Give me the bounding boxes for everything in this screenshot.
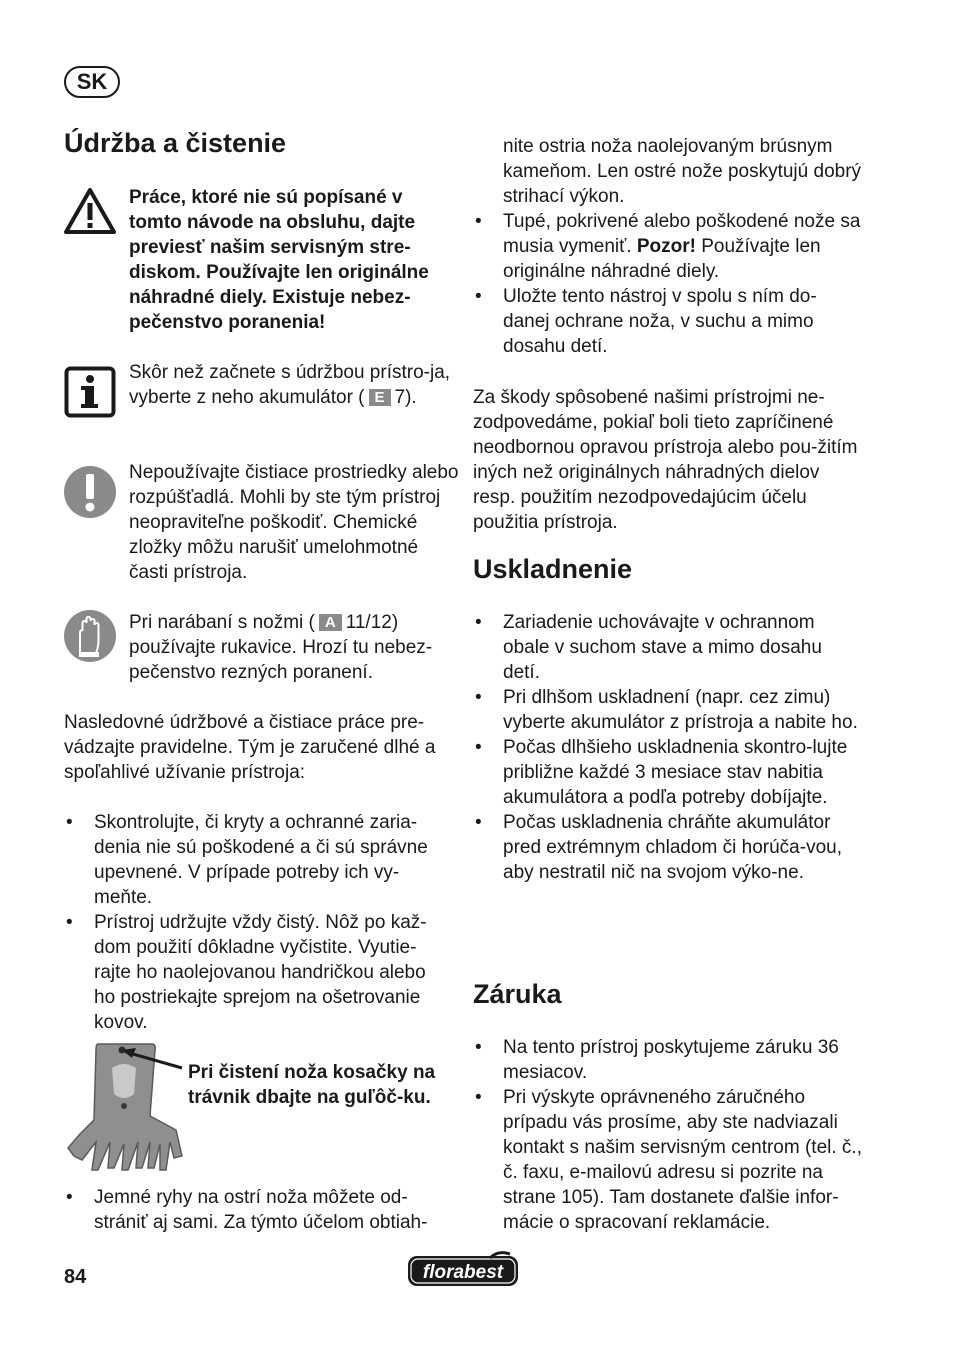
list-item <box>64 810 449 910</box>
section-title-warranty: Záruka <box>473 979 562 1009</box>
blade-care-list <box>473 209 863 359</box>
warranty-list <box>473 1035 863 1235</box>
bullet: • <box>66 912 73 933</box>
bullet: • <box>475 737 482 758</box>
list-item <box>473 1035 863 1085</box>
bullet: • <box>66 1187 73 1208</box>
bullet: • <box>475 612 482 633</box>
section-title-storage: Uskladnenie <box>473 554 633 584</box>
language-badge: SK <box>64 66 120 98</box>
list-item <box>473 735 863 810</box>
continuation-text: nite ostria noža naolejovaným brúsnym kameňom. Len ostré nože poskytujú dobrý strihací výkon. <box>503 136 862 207</box>
maintenance-list <box>64 810 449 1035</box>
page-number: 84 <box>64 1266 87 1288</box>
bullet: • <box>475 211 482 232</box>
list-item-text: Používajte len originálne náhradné diely. <box>503 236 821 282</box>
list-item <box>64 910 449 1035</box>
list-item-text: Tupé, pokrivené alebo poškodené nože sa musia vymeniť. <box>503 211 861 257</box>
gloves-icon <box>63 609 117 668</box>
list-item <box>473 610 863 685</box>
blade-list <box>64 1185 449 1235</box>
info-text-after: 7). <box>394 387 417 408</box>
list-item-text: Uložte tento nástroj v spolu s ním do-danej ochrane noža, v suchu a mimo dosahu detí. <box>503 286 817 357</box>
bullet: • <box>66 812 73 833</box>
info-text-before: Skôr než začnete s údržbou prístro-ja, vyberte z neho akumulátor ( <box>129 362 451 408</box>
attention-label: Pozor! <box>636 236 696 257</box>
brand-logo <box>406 1250 520 1290</box>
maintenance-intro: Nasledovné údržbové a čistiace práce pre-vádzajte pravidelne. Tým je zaručené dlhé a spoľahlivé užívanie prístroja: <box>64 712 436 783</box>
figure-badge-a: A <box>319 614 342 631</box>
bullet: • <box>475 286 482 307</box>
warning-triangle-icon <box>63 187 117 240</box>
list-item <box>64 1185 449 1235</box>
list-item-text: Pri dlhšom uskladnení (napr. cez zimu) vyberte akumulátor z prístroja a nabite ho. <box>503 687 858 733</box>
list-item <box>473 685 863 735</box>
gloves-text-before: Pri narábaní s nožmi ( <box>129 612 315 633</box>
exclamation-circle-icon <box>63 465 117 524</box>
list-item-text: Prístroj udržujte vždy čistý. Nôž po kaž-dom použití dôkladne vyčistite. Vyutie-rajte ho naolejovanou handričkou alebo ho postriekajte sprejom na ošetrovanie kovov. <box>94 912 427 1033</box>
list-item-text: Na tento prístroj poskytujeme záruku 36 mesiacov. <box>503 1037 839 1083</box>
section-title-maintenance: Údržba a čistenie <box>64 128 287 158</box>
list-item-text: Pri výskyte oprávneného záručného prípadu vás prosíme, aby ste nadviazali kontakt s našim servisným centrom (tel. č., č. faxu, e-mailovú adresu si pozrite na strane 105). Tam dostanete ďalšie infor-mácie o spracovaní reklamácie. <box>503 1087 862 1233</box>
blade-illustration <box>64 1038 188 1183</box>
list-item-text: Skontrolujte, či kryty a ochranné zaria-denia nie sú poškodené a či sú správne upevnené. V prípade potreby ich vy-meňte. <box>94 812 428 908</box>
list-item-text: Zariadenie uchovávajte v ochrannom obale v suchom stave a mimo dosahu detí. <box>503 612 822 683</box>
brand-logo-text: florabest <box>422 1262 504 1283</box>
warning-text: Práce, ktoré nie sú popísané v tomto návode na obsluhu, dajte previesť našim servisným stre-diskom. Používajte len originálne náhradné diely. Existuje nebez-pečenstvo poranenia! <box>129 187 429 333</box>
gloves-text <box>129 610 459 685</box>
list-item <box>473 810 863 885</box>
list-item <box>473 284 863 359</box>
bullet: • <box>475 812 482 833</box>
figure-badge-e: E <box>369 389 391 406</box>
list-item-text: Počas uskladnenia chráňte akumulátor pred extrémnym chladom či horúča-vou, aby nestratil nič na svojom výko-ne. <box>503 812 842 883</box>
list-item <box>473 1085 863 1235</box>
list-item-text: Počas dlhšieho uskladnenia skontro-lujte približne každé 3 mesiace stav nabitia akumulátora a podľa potreby dobíjajte. <box>503 737 848 808</box>
gloves-text-after: 11/12) používajte rukavice. Hrozí tu nebez-pečenstvo rezných poranení. <box>129 612 433 683</box>
list-item <box>473 209 863 284</box>
caution-text: Nepoužívajte čistiace prostriedky alebo rozpúšťadlá. Mohli by ste tým prístroj neopraviteľne poškodiť. Chemické zložky môžu narušiť umelohmotné časti prístroja. <box>129 462 459 583</box>
bullet: • <box>475 1037 482 1058</box>
bullet: • <box>475 1087 482 1108</box>
list-item-text: Jemné ryhy na ostrí noža môžete od-strániť aj sami. Za týmto účelom obtiah- <box>94 1187 428 1233</box>
info-icon <box>64 366 116 423</box>
info-text <box>129 360 459 410</box>
storage-list <box>473 610 863 885</box>
blade-note: Pri čistení noža kosačky na trávnik dbajte na guľôč-ku. <box>188 1062 436 1108</box>
bullet: • <box>475 687 482 708</box>
liability-text: Za škody spôsobené našimi prístrojmi ne-zodpovedáme, pokiaľ boli tieto zapríčinené neodbornou opravou prístroja alebo pou-žitím iných než originálnych náhradných dielov resp. použitím nezodpovedajúcim účelu použitia prístroja. <box>473 387 858 533</box>
